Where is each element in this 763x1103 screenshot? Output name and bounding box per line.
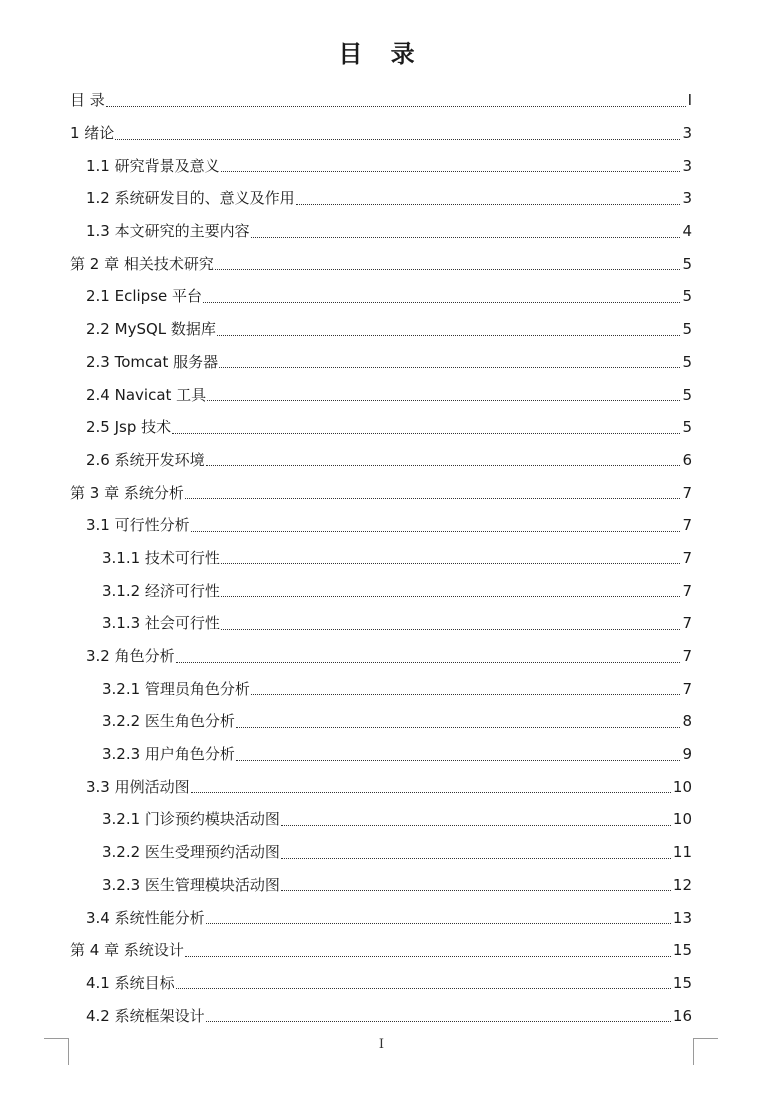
toc-entry-page-number: 7 (682, 614, 692, 633)
toc-entry[interactable] (0, 770, 763, 803)
toc-entry-label: 3.1 可行性分析 (86, 516, 190, 535)
toc-entry-page-number: 3 (682, 156, 692, 175)
toc-entry[interactable] (0, 378, 763, 411)
toc-entry-page-number: 10 (672, 777, 692, 796)
toc-entry-page-number: 7 (682, 483, 692, 502)
toc-entry-page-number: 5 (682, 320, 692, 339)
toc-entry-label: 2.2 MySQL 数据库 (86, 320, 216, 339)
page-title: 目 录 (338, 40, 425, 68)
toc-dot-leader (221, 629, 681, 630)
toc-entry-label: 2.1 Eclipse 平台 (86, 287, 203, 306)
toc-entry-page-number: I (687, 91, 692, 110)
toc-entry-label: 2.3 Tomcat 服务器 (86, 352, 219, 371)
toc-entry-label: 2.4 Navicat 工具 (86, 385, 207, 404)
toc-entry-page-number: 13 (672, 908, 692, 927)
toc-entry-label: 3.4 系统性能分析 (86, 908, 205, 927)
toc-entry[interactable] (0, 346, 763, 379)
toc-dot-leader (221, 563, 681, 564)
toc-entry-page-number: 7 (682, 548, 692, 567)
toc-dot-leader (221, 596, 681, 597)
toc-dot-leader (191, 531, 681, 532)
toc-dot-leader (281, 890, 671, 891)
toc-entry-label: 3.2.3 用户角色分析 (102, 745, 235, 764)
toc-entry-label: 第 4 章 系统设计 (70, 941, 184, 960)
toc-entry[interactable] (0, 149, 763, 182)
toc-entry-label: 3.2.1 门诊预约模块活动图 (102, 810, 280, 829)
toc-entry[interactable] (0, 411, 763, 444)
toc-dot-leader (203, 302, 680, 303)
toc-entry-label: 2.5 Jsp 技术 (86, 418, 172, 437)
toc-entry[interactable] (0, 215, 763, 248)
toc-entry-label: 3.2.1 管理员角色分析 (102, 679, 250, 698)
toc-entry-page-number: 6 (682, 450, 692, 469)
toc-entry-page-number: 12 (672, 875, 692, 894)
toc-entry-label: 3.2.2 医生角色分析 (102, 712, 235, 731)
toc-entry-page-number: 8 (682, 712, 692, 731)
toc-entry-label: 1.1 研究背景及意义 (86, 156, 220, 175)
toc-entry-page-number: 9 (682, 745, 692, 764)
toc-entry-page-number: 15 (672, 973, 692, 992)
toc-dot-leader (221, 171, 681, 172)
toc-dot-leader (219, 367, 680, 368)
toc-entry-page-number: 15 (672, 941, 692, 960)
toc-entry-page-number: 5 (682, 254, 692, 273)
toc-entry-label: 3.1.2 经济可行性 (102, 581, 220, 600)
toc-entry-page-number: 11 (672, 843, 692, 862)
toc-dot-leader (236, 727, 681, 728)
toc-entry[interactable] (0, 967, 763, 1000)
toc-entry-page-number: 7 (682, 647, 692, 666)
toc-entry-label: 1 绪论 (70, 124, 115, 143)
toc-entry-label: 3.2.2 医生受理预约活动图 (102, 843, 280, 862)
toc-entry-label: 3.2.3 医生管理模块活动图 (102, 875, 280, 894)
table-of-contents (0, 84, 763, 1032)
toc-entry[interactable] (0, 509, 763, 542)
toc-dot-leader (115, 139, 680, 140)
toc-entry[interactable] (0, 476, 763, 509)
toc-entry[interactable] (0, 803, 763, 836)
toc-dot-leader (207, 400, 680, 401)
toc-entry[interactable] (0, 901, 763, 934)
toc-entry[interactable] (0, 999, 763, 1032)
toc-entry-label: 4.2 系统框架设计 (86, 1006, 205, 1025)
toc-entry[interactable] (0, 247, 763, 280)
toc-dot-leader (251, 237, 681, 238)
toc-dot-leader (251, 694, 681, 695)
toc-entry-page-number: 5 (682, 385, 692, 404)
toc-dot-leader (281, 825, 671, 826)
toc-entry-label: 3.3 用例活动图 (86, 777, 190, 796)
toc-entry-label: 3.1.1 技术可行性 (102, 548, 220, 567)
toc-dot-leader (206, 1021, 671, 1022)
toc-entry[interactable] (0, 84, 763, 117)
toc-entry[interactable] (0, 672, 763, 705)
toc-entry-page-number: 5 (682, 418, 692, 437)
toc-dot-leader (191, 792, 671, 793)
toc-entry-label: 第 3 章 系统分析 (70, 483, 184, 502)
toc-entry-page-number: 3 (682, 124, 692, 143)
toc-dot-leader (106, 106, 686, 107)
toc-entry[interactable] (0, 182, 763, 215)
toc-entry-page-number: 4 (682, 222, 692, 241)
toc-entry-page-number: 7 (682, 516, 692, 535)
toc-dot-leader (172, 433, 680, 434)
toc-entry[interactable] (0, 934, 763, 967)
toc-entry-label: 4.1 系统目标 (86, 973, 175, 992)
toc-entry[interactable] (0, 542, 763, 575)
toc-entry-label: 3.1.3 社会可行性 (102, 614, 220, 633)
toc-dot-leader (236, 760, 681, 761)
toc-entry[interactable] (0, 117, 763, 150)
toc-dot-leader (206, 923, 671, 924)
toc-entry-page-number: 16 (672, 1006, 692, 1025)
toc-entry-label: 1.3 本文研究的主要内容 (86, 222, 250, 241)
toc-entry-page-number: 10 (672, 810, 692, 829)
toc-entry-page-number: 7 (682, 679, 692, 698)
page-number: I (378, 1037, 385, 1052)
toc-entry-label: 目 录 (70, 91, 105, 110)
toc-entry-label: 3.2 角色分析 (86, 647, 175, 666)
toc-dot-leader (217, 335, 681, 336)
toc-entry-page-number: 5 (682, 352, 692, 371)
toc-entry[interactable] (0, 738, 763, 771)
toc-entry-label: 1.2 系统研发目的、意义及作用 (86, 189, 295, 208)
toc-dot-leader (281, 858, 671, 859)
toc-entry-page-number: 7 (682, 581, 692, 600)
toc-entry[interactable] (0, 640, 763, 673)
toc-dot-leader (185, 498, 681, 499)
toc-entry[interactable] (0, 444, 763, 477)
toc-dot-leader (185, 956, 671, 957)
toc-entry[interactable] (0, 836, 763, 869)
toc-entry-page-number: 3 (682, 189, 692, 208)
toc-entry-page-number: 5 (682, 287, 692, 306)
toc-entry[interactable] (0, 280, 763, 313)
toc-entry[interactable] (0, 869, 763, 902)
toc-entry-label: 第 2 章 相关技术研究 (70, 254, 214, 273)
toc-dot-leader (176, 662, 681, 663)
toc-entry-label: 2.6 系统开发环境 (86, 450, 205, 469)
toc-entry[interactable] (0, 705, 763, 738)
toc-dot-leader (296, 204, 681, 205)
toc-dot-leader (206, 465, 681, 466)
toc-entry[interactable] (0, 607, 763, 640)
toc-entry[interactable] (0, 313, 763, 346)
toc-entry[interactable] (0, 574, 763, 607)
toc-dot-leader (215, 269, 681, 270)
toc-dot-leader (176, 988, 671, 989)
